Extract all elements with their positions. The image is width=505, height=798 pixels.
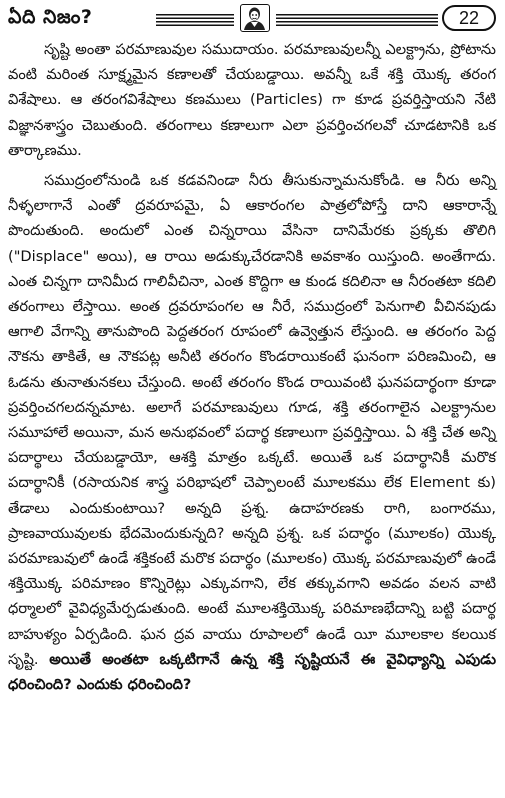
page-header bbox=[6, 4, 499, 34]
author-portrait-icon bbox=[240, 4, 270, 32]
closing-question: అయితే అంతటా ఒక్కటిగానే ఉన్న శక్తి సృష్టియనే ఈ వైవిధ్యాన్ని ఎపుడు ధరించింది? ఎందుకు ధరించింది? bbox=[8, 650, 497, 694]
page-number-badge: 22 bbox=[442, 5, 496, 31]
header-rule-right bbox=[276, 14, 438, 26]
paragraph-1-text: సృష్టి అంతా పరమాణువుల సముదాయం. పరమాణువులన్నీ ఎలక్ట్రాను, ప్రోటాను వంటి మరింత సూక్ష్మమైన కణాలతో చేయబడ్డాయి. అవన్నీ ఒకే శక్తి యొక్క తరంగ విశేషాలు. ఆ తరంగవిశేషాలు కణములు (Particles) గా కూడ ప్రవర్తిస్తాయని నేటి విజ్ఞానశాస్త్రం చెబుతుంది. తరంగాలు కణాలుగా ఎలా ప్రవర్తించగలవో చూడటానికి ఒక తార్కాణము. bbox=[8, 41, 496, 159]
body-text bbox=[8, 37, 496, 697]
book-title: ఏది నిజం? bbox=[8, 6, 93, 28]
header-rule-left bbox=[156, 14, 234, 26]
paragraph-2-text: సముద్రంలోనుండి ఒక కడవనిండా నీరు తీసుకున్నామనుకోండి. ఆ నీరు అన్ని నీళ్ళలాగానే ఎంతో ద్రవరూపమై, ఏ ఆకారంగల పాత్రలోపోస్తే దాని ఆకారాన్నే పొందుతుంది. అందులో ఎంత చిన్నరాయి వేసినా దానిమేరకు ప్రక్కకు తొలిగి ("Displace" అయి), ఆ రాయి అడుక్కుచేరడానికి అవకాశం యిస్తుంది. అంతేగాదు. ఎంత చిన్నగా దానిమీద గాలివీచినా, ఎంత కొద్దిగా ఆ కుండ కదిలినా ఆ నీరంతటా కదిలి తరంగాలు లేస్తాయి. అంత ద్రవరూపంగల ఆ నీరే, సముద్రంలో పెనుగాలి వీచినపుడు ఆగాలి వేగాన్ని తానుపొంది పెద్దతరంగ రూపంలో ఉవ్వెత్తున లేస్తుంది. ఆ తరంగం పెద్ద నౌకను తాకితే, ఆ నౌకపట్ల అనీటి తరంగం కొండరాయికంటే ఘనంగా పరిణమించి, ఆ ఓడను తునాతునకలు చేస్తుంది. అంటే తరంగం కొండ రాయివంటి ఘనపదార్థంగా కూడా ప్రవర్తించగలదన్నమాట. అలాగే పరమాణువులు గూడ, శక్తి తరంగాలైన ఎలక్ట్రానుల సమూహాలే అయినా, మన అనుభవంలో పదార్థ కణాలుగా ప్రవర్తిస్తాయి. ఏ శక్తి చేత అన్ని పదార్థాలు చేయబడ్డాయో, ఆశక్తి మాత్రం ఒక్కటే. అయితే ఒక పదార్థానికీ మరొక పదార్థానికీ (రసాయనిక శాస్త్ర పరిభాషలో చెప్పాలంటే మూలకము లేక Element కు) తేడాలు ఎందుకుంటాయి? అన్నది ప్రశ్న. ఉదాహరణకు రాగి, బంగారము, ప్రాణవాయువులకు భేదమెందుకున్నది? అన్నది ప్రశ్న. ఒక పదార్థం (మూలకం) యొక్క పరమాణువులో ఉండే శక్తికంటే మరొక పదార్థం (మూలకం) యొక్క పరమాణువులో ఉండే శక్తియొక్క పరిమాణం కొన్నిరెట్లు ఎక్కువగాని, లేక తక్కువగాని అవడం వలన వాటి ధర్మాలలో వైవిధ్యమేర్పడుతుంది. అంటే మూలశక్తియొక్క పరిమాణభేదాన్ని బట్టి పదార్థ బాహుళ్యం ఏర్పడింది. ఘన ద్రవ వాయు రూపాలలో ఉండే యీ మూలకాల కలయిక సృష్టి. bbox=[8, 172, 496, 668]
paragraph-2 bbox=[8, 168, 496, 697]
paragraph-1 bbox=[8, 37, 496, 163]
